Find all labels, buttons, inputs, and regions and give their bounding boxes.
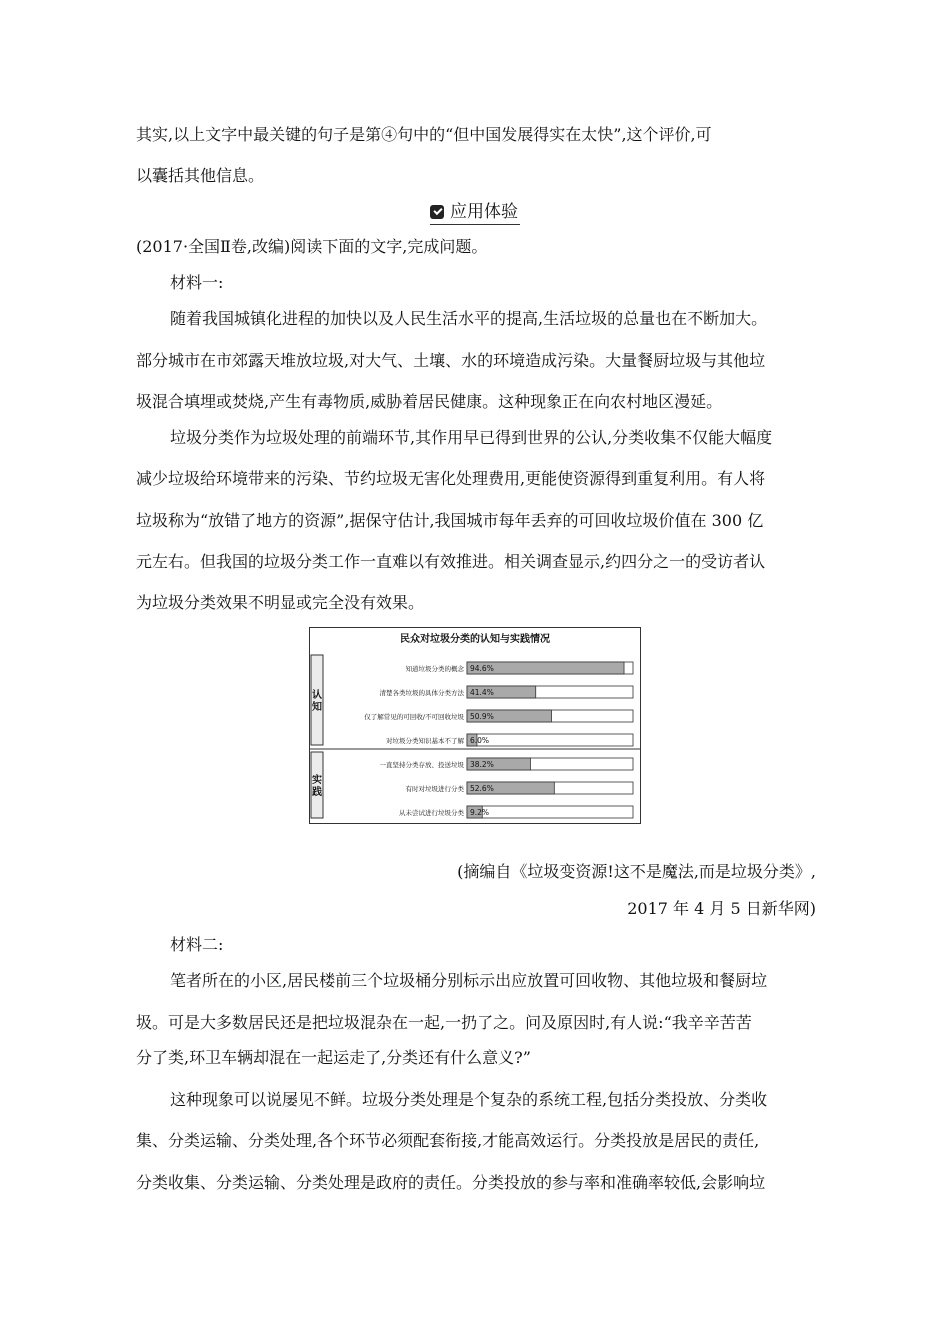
- source-line: (2017·全国Ⅱ卷,改编)阅读下面的文字,完成问题。: [136, 237, 488, 256]
- bar-value-label: 94.6%: [470, 664, 494, 673]
- material2-line: 圾。可是大多数居民还是把垃圾混杂在一起,一扔了之。问及原因时,有人说:“我辛辛苦苦: [136, 1013, 752, 1032]
- checkbox-icon: [430, 205, 444, 219]
- bar-value-label: 9.2%: [470, 808, 490, 817]
- bar-value-label: 6.0%: [470, 736, 490, 745]
- material1-line: 为垃圾分类效果不明显或完全没有效果。: [136, 593, 425, 612]
- bar-category-label: 一直坚持分类存放、投送垃圾: [379, 761, 464, 769]
- intro-line-1: 其实,以上文字中最关键的句子是第④句中的“但中国发展得实在太快”,这个评价,可: [136, 125, 712, 144]
- group-label-char: 认: [312, 690, 322, 701]
- material2-line: 这种现象可以说屡见不鲜。垃圾分类处理是个复杂的系统工程,包括分类投放、分类收: [170, 1090, 768, 1109]
- chart-title: 民众对垃圾分类的认知与实践情况: [400, 634, 550, 645]
- material1-line: 部分城市在市郊露天堆放垃圾,对大气、土壤、水的环境造成污染。大量餐厨垃圾与其他垃: [136, 351, 766, 370]
- group-label-char: 知: [312, 702, 322, 713]
- material1-line: 圾混合填埋或焚烧,产生有毒物质,威胁着居民健康。这种现象正在向农村地区漫延。: [136, 392, 723, 411]
- material1-line: 垃圾称为“放错了地方的资源”,据保守估计,我国城市每年丢弃的可回收垃圾价值在 300 亿: [136, 511, 764, 530]
- bar-category-label: 清楚各类垃圾的具体分类方法: [379, 689, 464, 697]
- material1-line: 垃圾分类作为垃圾处理的前端环节,其作用早已得到世界的公认,分类收集不仅能大幅度: [170, 428, 773, 447]
- section-title: 应用体验: [450, 202, 518, 222]
- material2-line: 分类收集、分类运输、分类处理是政府的责任。分类投放的参与率和准确率较低,会影响垃: [136, 1173, 766, 1192]
- material2-line: 分了类,环卫车辆却混在一起运走了,分类还有什么意义?”: [136, 1048, 531, 1067]
- material2-heading: 材料二:: [170, 935, 224, 954]
- bar-value-label: 50.9%: [470, 712, 494, 721]
- bar-value-label: 41.4%: [470, 688, 494, 697]
- intro-line-2: 以囊括其他信息。: [136, 166, 265, 185]
- bar-category-label: 有时对垃圾进行分类: [405, 785, 464, 793]
- bar-value-label: 38.2%: [470, 760, 494, 769]
- material2-line: 集、分类运输、分类处理,各个环节必须配套衔接,才能高效运行。分类投放是居民的责任,: [136, 1131, 760, 1150]
- material1-line: 随着我国城镇化进程的加快以及人民生活水平的提高,生活垃圾的总量也在不断加大。: [170, 309, 768, 328]
- citation-line-1: (摘编自《垃圾变资源!这不是魔法,而是垃圾分类》,: [457, 862, 816, 881]
- material1-line: 减少垃圾给环境带来的污染、节约垃圾无害化处理费用,更能使资源得到重复利用。有人将: [136, 469, 766, 488]
- material1-heading: 材料一:: [170, 273, 224, 292]
- bar-category-label: 知道垃圾分类的概念: [405, 665, 464, 673]
- bar-category-label: 从未尝试进行垃圾分类: [399, 809, 464, 817]
- bar-chart: [309, 627, 641, 824]
- material2-line: 笔者所在的小区,居民楼前三个垃圾桶分别标示出应放置可回收物、其他垃圾和餐厨垃: [170, 971, 768, 990]
- bar-category-label: 仅了解常见的可回收/不可回收垃圾: [364, 713, 464, 721]
- material1-line: 元左右。但我国的垃圾分类工作一直难以有效推进。相关调查显示,约四分之一的受访者认: [136, 552, 766, 571]
- chart-canvas: [310, 628, 640, 823]
- group-label-char: 实: [312, 775, 322, 786]
- bar-category-label: 对垃圾分类知识基本不了解: [386, 737, 464, 745]
- bar-value-label: 52.6%: [470, 784, 494, 793]
- section-header: [0, 200, 950, 225]
- bar-track: [467, 806, 633, 818]
- citation-line-2: 2017 年 4 月 5 日新华网): [627, 899, 816, 918]
- group-label-char: 践: [312, 787, 322, 798]
- bar-track: [467, 734, 633, 746]
